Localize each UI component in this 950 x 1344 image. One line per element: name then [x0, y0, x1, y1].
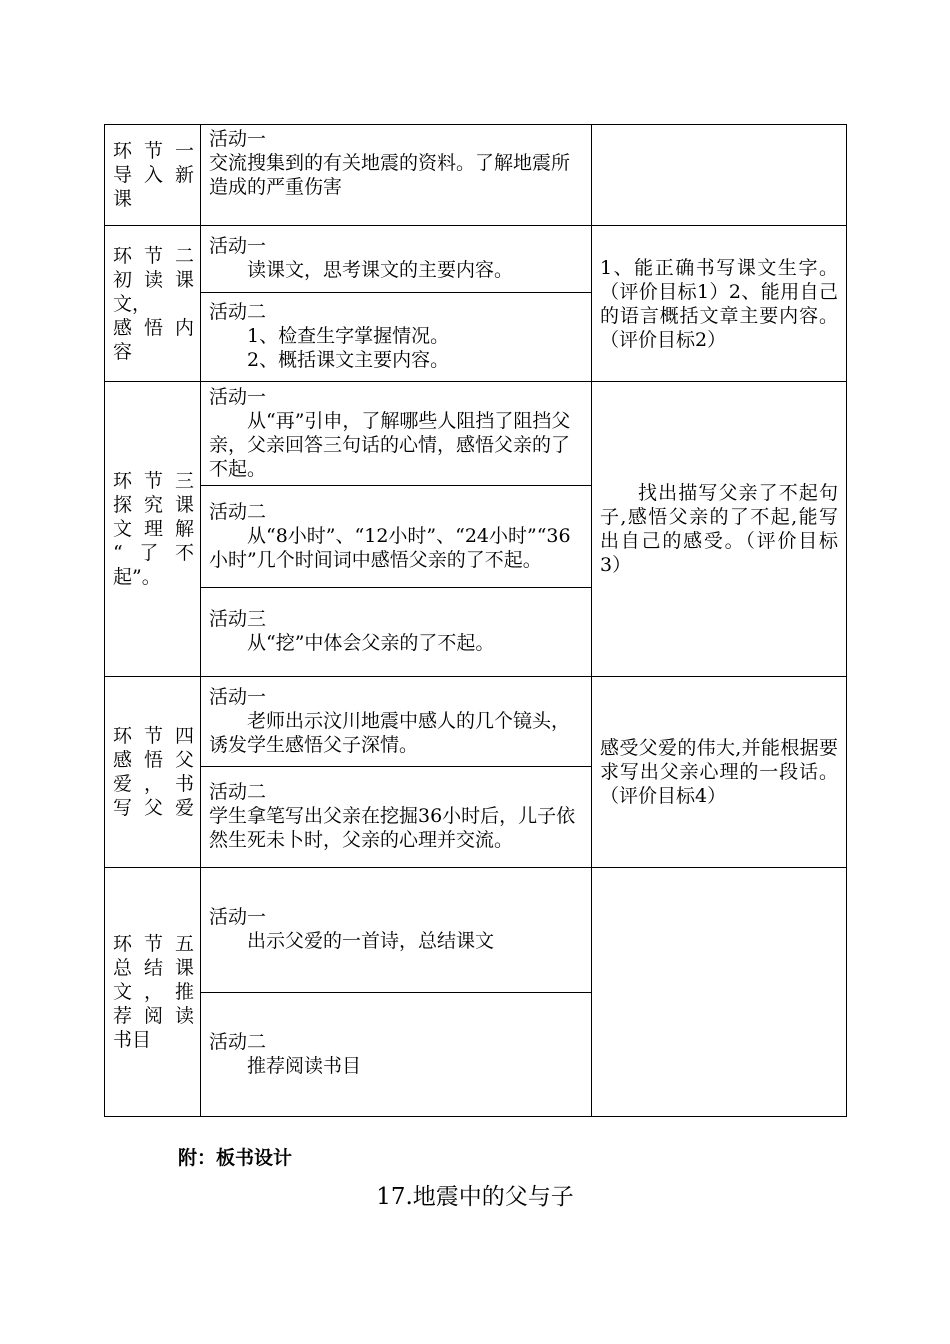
- activity-text: 学生拿笔写出父亲在挖掘36小时后，儿子依然生死未卜时，父亲的心理并交流。: [209, 805, 576, 851]
- stage-label-cell: [105, 382, 201, 677]
- stage-label-line: 书目: [113, 1029, 152, 1051]
- stage-label-line: 起”。: [113, 566, 161, 588]
- activity-cell: [201, 382, 592, 486]
- goal-text: 感受父爱的伟大,并能根据要求写出父亲心理的一段话。（评价目标4）: [600, 737, 838, 807]
- stage-label-line: 初读课: [113, 268, 194, 291]
- stage-label-line: 环节三: [113, 470, 194, 492]
- activity-cell: [201, 993, 592, 1117]
- stage-label-line: 导入新: [113, 164, 194, 186]
- stage-label-line: 写父爱: [113, 797, 194, 819]
- activity-title: 活动三: [209, 608, 267, 630]
- stage-row: [105, 226, 847, 293]
- activity-cell: [201, 677, 592, 767]
- stage-label-line: 感悟父: [113, 749, 194, 771]
- stage-label-line: 总结课: [113, 957, 194, 979]
- activity-cell: [201, 588, 592, 677]
- stage-row: [105, 868, 847, 993]
- activity-text: 推荐阅读书目: [247, 1054, 362, 1077]
- activity-cell: [201, 868, 592, 993]
- goal-cell: [592, 382, 847, 677]
- stage-label-line: 爱，书: [113, 773, 194, 795]
- activity-title: 活动一: [209, 906, 267, 928]
- goal-cell: [592, 677, 847, 868]
- activity-title: 活动一: [209, 685, 267, 708]
- activity-text: 1、检查生字掌握情况。: [247, 325, 450, 347]
- activity-title: 活动一: [209, 235, 267, 257]
- stage-label-line: 环节四: [113, 725, 194, 747]
- stage-row: [105, 382, 847, 486]
- stage-label-line: 容: [113, 340, 133, 363]
- activity-cell: [201, 486, 592, 588]
- stage-label-line: 环节五: [113, 933, 194, 955]
- activity-title: 活动一: [209, 128, 267, 150]
- goal-cell: [592, 868, 847, 1117]
- stage-label-line: 探究课: [113, 494, 194, 516]
- stage-label-line: 文，: [113, 292, 152, 315]
- stage-label-cell: [105, 226, 201, 382]
- stage-label-line: “了不: [113, 542, 194, 564]
- stage-label-line: 文，推: [113, 981, 194, 1003]
- activity-cell: [201, 767, 592, 868]
- activity-title: 活动一: [209, 385, 267, 408]
- activity-text: 出示父爱的一首诗，总结课文: [247, 930, 495, 952]
- activity-title: 活动二: [209, 500, 267, 523]
- goal-text: 1、能正确书写课文生字。（评价目标1）2、能用自己的语言概括文章主要内容。（评价目标2）: [600, 256, 838, 351]
- stage-label-line: 环节一: [113, 140, 194, 162]
- stage-label-cell: [105, 868, 201, 1117]
- activity-cell: [201, 293, 592, 382]
- appendix-label: 附：板书设计: [178, 1147, 293, 1169]
- activity-title: 活动二: [209, 1030, 267, 1053]
- activity-text: 交流搜集到的有关地震的资料。了解地震所造成的严重伤害: [209, 152, 571, 198]
- activity-text: 读课文，思考课文的主要内容。: [247, 259, 514, 281]
- stage-label-line: 感悟内: [113, 316, 194, 339]
- lesson-plan-table: [104, 124, 847, 1117]
- goal-text: 找出描写父亲了不起句子,感悟父亲的了不起,能写出自己的感受。（评价目标3）: [600, 482, 838, 576]
- stage-row: [105, 125, 847, 226]
- activity-title: 活动二: [209, 781, 267, 803]
- activity-text: 从“挖”中体会父亲的了不起。: [247, 632, 495, 654]
- stage-label-line: 荐阅读: [113, 1005, 194, 1027]
- activity-title: 活动二: [209, 301, 267, 323]
- stage-label-cell: [105, 677, 201, 868]
- stage-label-cell: [105, 125, 201, 226]
- activity-text: 2、概括课文主要内容。: [247, 349, 450, 371]
- board-title: 17.地震中的父与子: [376, 1184, 574, 1210]
- stage-label-line: 环节二: [113, 244, 194, 267]
- activity-cell: [201, 226, 592, 293]
- goal-cell: [592, 226, 847, 382]
- activity-cell: [201, 125, 592, 226]
- activity-text: 老师出示汶川地震中感人的几个镜头，诱发学生感悟父子深情。: [209, 709, 571, 756]
- stage-label-line: 课: [113, 188, 133, 210]
- goal-cell: [592, 125, 847, 226]
- activity-text: 从“8小时”、“12小时”、“24小时”“36小时”几个时间词中感悟父亲的了不起。: [209, 524, 571, 571]
- stage-row: [105, 677, 847, 767]
- activity-text: 从“再”引申，了解哪些人阻挡了阻挡父亲，父亲回答三句话的心情，感悟父亲的了不起。: [209, 409, 571, 480]
- stage-label-line: 文理解: [113, 518, 194, 540]
